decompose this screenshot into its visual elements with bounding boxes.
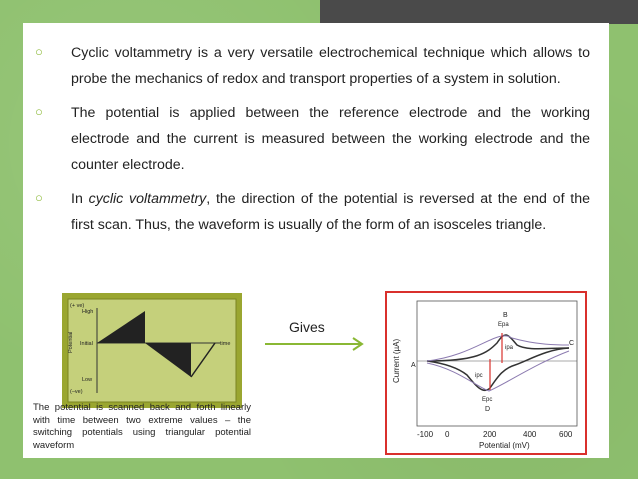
point-label: C [569, 340, 575, 347]
point-label: ipa [505, 345, 514, 351]
gives-label: Gives [289, 319, 325, 335]
waveform-label: (–ve) [70, 389, 83, 395]
arrow-right-icon [265, 335, 370, 353]
point-label: Epc [482, 397, 493, 403]
x-axis-label: Potential (mV) [479, 441, 530, 450]
waveform-label: Initial [80, 341, 93, 347]
bullet-marker-icon: ○ [35, 104, 43, 119]
waveform-label: Potential [68, 331, 74, 353]
bullet-text: In cyclic voltammetry, the direction of the potential is reversed at the end of the first scan. Thus, the waveform is usually of the form of an isosceles triangle. [71, 191, 590, 233]
point-label: ipc [475, 373, 483, 379]
waveform-label: High [82, 309, 94, 315]
waveform-axis-label: time [220, 341, 231, 347]
bullet-item [35, 100, 590, 178]
bullet-list [35, 40, 590, 246]
point-label: D [485, 406, 491, 413]
bullet-item [35, 186, 590, 238]
bullet-marker-icon: ○ [35, 190, 43, 205]
bullet-marker-icon: ○ [35, 44, 43, 59]
title-strip [320, 0, 638, 24]
triangular-waveform-figure [62, 293, 242, 408]
waveform-label: (+ ve) [70, 303, 85, 309]
bullet-item [35, 40, 590, 92]
voltammogram-figure [385, 291, 587, 455]
x-tick-label: -100 [417, 430, 434, 439]
bullet-text: Cyclic voltammetry is a very versatile electrochemical technique which allows to probe the mechanics of redox and transport properties of a system in solution. [71, 45, 590, 87]
x-tick-label: 0 [445, 430, 450, 439]
point-label: A [411, 362, 416, 369]
bullet-text: The potential is applied between the reference electrode and the working electrode and the current is measured between the working electrode and the counter electrode. [71, 105, 590, 173]
point-label: B [503, 312, 508, 319]
point-label: Epa [498, 322, 509, 328]
y-axis-label: Current (µA) [392, 338, 401, 383]
x-tick-label: 200 [483, 430, 497, 439]
x-tick-label: 400 [523, 430, 537, 439]
waveform-label: Low [82, 377, 93, 383]
x-tick-label: 600 [559, 430, 573, 439]
figure-caption: The potential is scanned back and forth linearly with time between two extreme values – the switching potentials using triangular potential waveform [33, 402, 251, 451]
